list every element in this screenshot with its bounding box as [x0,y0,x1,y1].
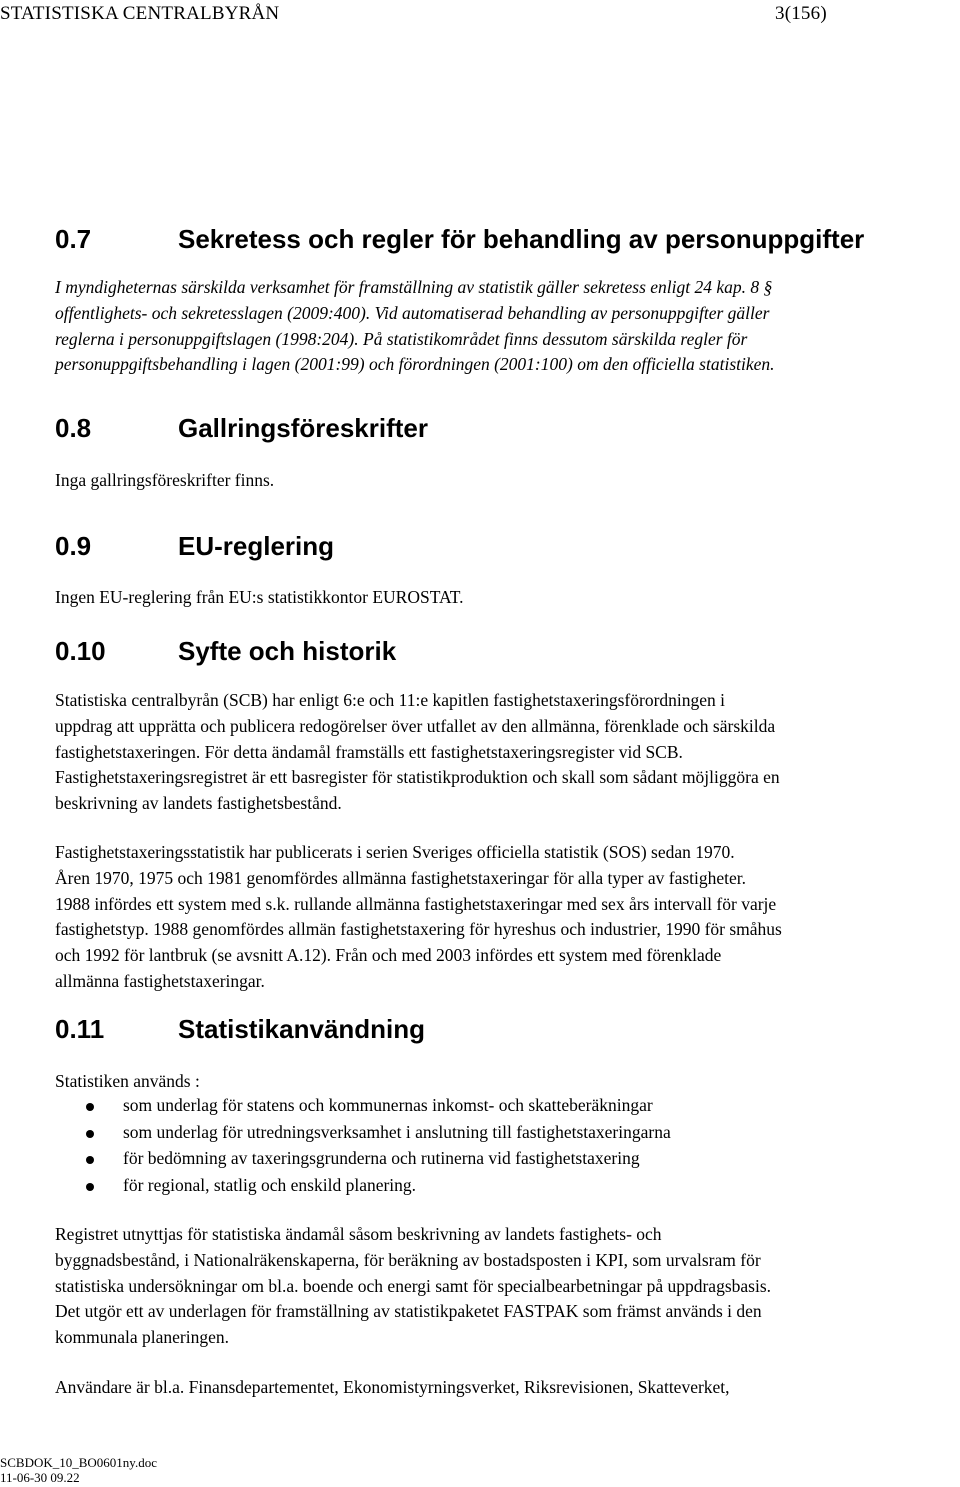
heading-0-7 [55,224,935,256]
page-header-org: STATISTISKA CENTRALBYRÅN [0,3,280,24]
list-item-text: som underlag för statens och kommunernas inkomst- och skatteberäkningar [123,1095,653,1115]
heading-number: 0.10 [55,636,106,666]
text-line: Inga gallringsföreskrifter finns. [55,470,275,490]
text-line: byggnadsbestånd, i Nationalräkenskaperna, för beräkning av bostadsposten i KPI, som urvalsram för [55,1249,761,1270]
heading-title: EU-reglering [178,531,335,561]
paragraph-registret [55,1222,960,1351]
text-line: I myndigheternas särskilda verksamhet för framställning av statistik gäller sekretess enligt 24 kap. 8 § [55,277,773,297]
text-line: Statistiken används : [55,1071,200,1091]
heading-number: 0.9 [55,531,92,561]
paragraph-syfte-1 [55,688,960,817]
text-line: fastighetstaxeringen. För detta ändamål framställs ett fastighetstaxeringsregister vid SCB. [55,741,683,762]
heading-0-8 [55,413,935,445]
page-number: 3(156) [775,3,827,24]
heading-0-11 [55,1014,935,1046]
bullet-icon [86,1183,94,1191]
paragraph-sekretess [55,275,960,378]
list-item-text: för bedömning av taxeringsgrunderna och rutinerna vid fastighetstaxering [123,1148,640,1168]
text-line: allmänna fastighetstaxeringar. [55,970,265,991]
paragraph-syfte-2 [55,840,960,995]
text-line: kommunala planeringen. [55,1327,229,1348]
text-line: statistiska undersökningar om bl.a. boende och energi samt för specialbearbetningar på uppdragsbasis. [55,1275,772,1296]
heading-title: Sekretess och regler för behandling av personuppgifter [178,224,865,254]
bullet-icon [86,1103,94,1111]
bullet-icon [86,1156,94,1164]
text-line: Användare är bl.a. Finansdepartementet, Ekonomistyrningsverket, Riksrevisionen, Skatteverket, [55,1377,730,1397]
paragraph-anvandare [55,1375,960,1401]
list-intro [55,1069,960,1095]
footer [0,1455,157,1485]
text-line: Registret utnyttjas för statistiska ändamål såsom beskrivning av landets fastighets- och [55,1224,662,1244]
text-line: 1988 infördes ett system med s.k. rullande allmänna fastighetstaxeringar med sex års intervall för varje [55,893,777,914]
footer-date: 11-06-30 09.22 [0,1470,80,1485]
text-line: fastighetstyp. 1988 genomfördes allmän fastighetstaxering för hyreshus och industrier, 1990 för småhus [55,919,782,940]
heading-title: Syfte och historik [178,636,397,666]
text-line: Åren 1970, 1975 och 1981 genomfördes allmänna fastighetstaxeringar för alla typer av fastigheter. [55,867,747,888]
text-line: Ingen EU-reglering från EU:s statistikkontor EUROSTAT. [55,587,464,607]
footer-filename: SCBDOK_10_BO0601ny.doc [0,1455,157,1470]
text-line: Fastighetstaxeringsstatistik har publicerats i serien Sveriges officiella statistik (SOS) sedan 1970. [55,842,735,862]
text-line: och 1992 för lantbruk (se avsnitt A.12). Från och med 2003 infördes ett system med förenklade [55,945,722,966]
text-line: reglerna i personuppgiftslagen (1998:204). På statistikområdet finns dessutom särskilda regler för [55,328,748,349]
heading-title: Gallringsföreskrifter [178,413,428,443]
paragraph-gallring [55,468,960,494]
heading-number: 0.7 [55,224,92,254]
text-line: uppdrag att upprätta och publicera redogörelser över utfallet av den allmänna, förenklade och särskilda [55,715,776,736]
list-item-text: för regional, statlig och enskild planering. [123,1175,417,1195]
text-line: Det utgör ett av underlagen för framställning av statistikpaketet FASTPAK som främst används i den [55,1301,762,1322]
usage-list [55,1095,935,1205]
text-line: Fastighetstaxeringsregistret är ett basregister för statistikproduktion och skall som sådant möjliggöra en [55,767,780,788]
heading-number: 0.11 [55,1014,105,1044]
heading-number: 0.8 [55,413,92,443]
paragraph-eu [55,585,960,611]
text-line: beskrivning av landets fastighetsbestånd. [55,793,342,814]
list-item-text: som underlag för utredningsverksamhet i anslutning till fastighetstaxeringarna [123,1122,671,1142]
bullet-icon [86,1130,94,1138]
text-line: offentlighets- och sekretesslagen (2009:400). Vid automatiserad behandling av personuppgifter gäller [55,302,770,323]
heading-0-10 [55,636,935,668]
text-line: personuppgiftsbehandling i lagen (2001:99) och förordningen (2001:100) om den officiella statistiken. [55,354,775,375]
heading-title: Statistikanvändning [178,1014,426,1044]
text-line: Statistiska centralbyrån (SCB) har enligt 6:e och 11:e kapitlen fastighetstaxeringsförordningen i [55,690,726,710]
heading-0-9 [55,531,935,563]
